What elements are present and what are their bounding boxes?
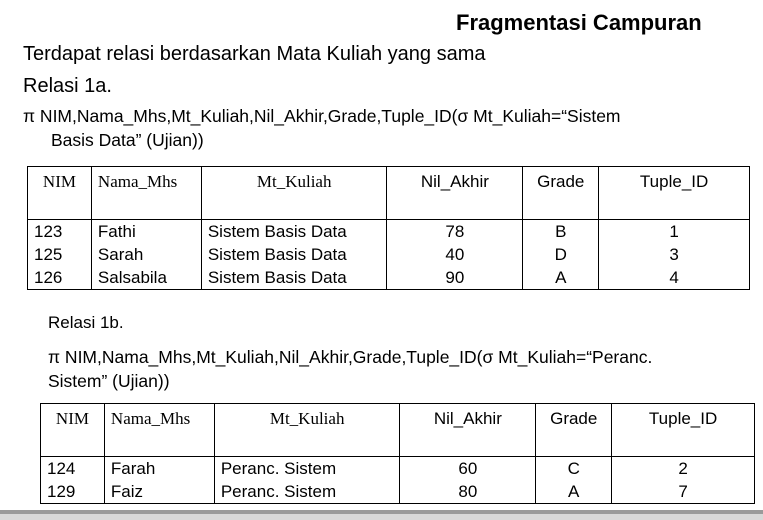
bottom-scroll-area (0, 514, 763, 520)
cell-mt-kuliah: Sistem Basis Data (201, 266, 387, 290)
relasi-1b-formula (48, 345, 652, 393)
header-mt-kuliah: Mt_Kuliah (214, 404, 400, 457)
cell-nim: 129 (41, 480, 105, 504)
cell-nil-akhir: 90 (387, 266, 523, 290)
table-header-row (41, 404, 755, 457)
cell-nil-akhir: 40 (387, 243, 523, 266)
header-mt-kuliah: Mt_Kuliah (201, 167, 387, 220)
relasi-1b-label: Relasi 1b. (48, 313, 124, 332)
table-row (28, 266, 750, 290)
cell-nama-mhs: Farah (104, 457, 214, 481)
header-nama-mhs: Nama_Mhs (91, 167, 201, 220)
relasi-1b-table (40, 403, 755, 504)
relasi-1a-formula (23, 104, 621, 152)
cell-nil-akhir: 60 (400, 457, 536, 481)
header-grade: Grade (523, 167, 599, 220)
relasi-1a-label: Relasi 1a. (23, 75, 112, 97)
cell-tuple-id: 3 (599, 243, 750, 266)
cell-grade: A (536, 480, 612, 504)
table-header-row (28, 167, 750, 220)
relasi-1a-formula-line2: Basis Data” (Ujian)) (51, 130, 204, 150)
cell-mt-kuliah: Sistem Basis Data (201, 243, 387, 266)
header-grade: Grade (536, 404, 612, 457)
cell-nim: 126 (28, 266, 92, 290)
relasi-1a-table (27, 166, 750, 290)
cell-grade: C (536, 457, 612, 481)
cell-nama-mhs: Fathi (91, 220, 201, 244)
header-tuple-id: Tuple_ID (612, 404, 755, 457)
relasi-1a-formula-line1: π NIM,Nama_Mhs,Mt_Kuliah,Nil_Akhir,Grade,Tuple_ID(σ Mt_Kuliah=“Sistem (23, 106, 621, 126)
cell-grade: A (523, 266, 599, 290)
header-nim: NIM (41, 404, 105, 457)
cell-tuple-id: 1 (599, 220, 750, 244)
cell-mt-kuliah: Peranc. Sistem (214, 480, 400, 504)
header-nama-mhs: Nama_Mhs (104, 404, 214, 457)
cell-grade: B (523, 220, 599, 244)
header-nil-akhir: Nil_Akhir (387, 167, 523, 220)
relasi-1b-formula-line1: π NIM,Nama_Mhs,Mt_Kuliah,Nil_Akhir,Grade,Tuple_ID(σ Mt_Kuliah=“Peranc. (48, 347, 653, 367)
relasi-1b-formula-line2: Sistem” (Ujian)) (48, 371, 170, 391)
table-row (28, 243, 750, 266)
cell-tuple-id: 4 (599, 266, 750, 290)
page-title: Fragmentasi Campuran (456, 10, 702, 35)
table-row (41, 457, 755, 481)
cell-nil-akhir: 80 (400, 480, 536, 504)
cell-nama-mhs: Sarah (91, 243, 201, 266)
cell-nim: 124 (41, 457, 105, 481)
cell-nim: 123 (28, 220, 92, 244)
intro-text: Terdapat relasi berdasarkan Mata Kuliah yang sama (23, 43, 486, 65)
cell-grade: D (523, 243, 599, 266)
cell-tuple-id: 7 (612, 480, 755, 504)
table-row (28, 220, 750, 244)
cell-nama-mhs: Salsabila (91, 266, 201, 290)
cell-mt-kuliah: Sistem Basis Data (201, 220, 387, 244)
header-nil-akhir: Nil_Akhir (400, 404, 536, 457)
cell-nil-akhir: 78 (387, 220, 523, 244)
cell-nim: 125 (28, 243, 92, 266)
header-nim: NIM (28, 167, 92, 220)
table-row (41, 480, 755, 504)
header-tuple-id: Tuple_ID (599, 167, 750, 220)
cell-nama-mhs: Faiz (104, 480, 214, 504)
cell-mt-kuliah: Peranc. Sistem (214, 457, 400, 481)
cell-tuple-id: 2 (612, 457, 755, 481)
